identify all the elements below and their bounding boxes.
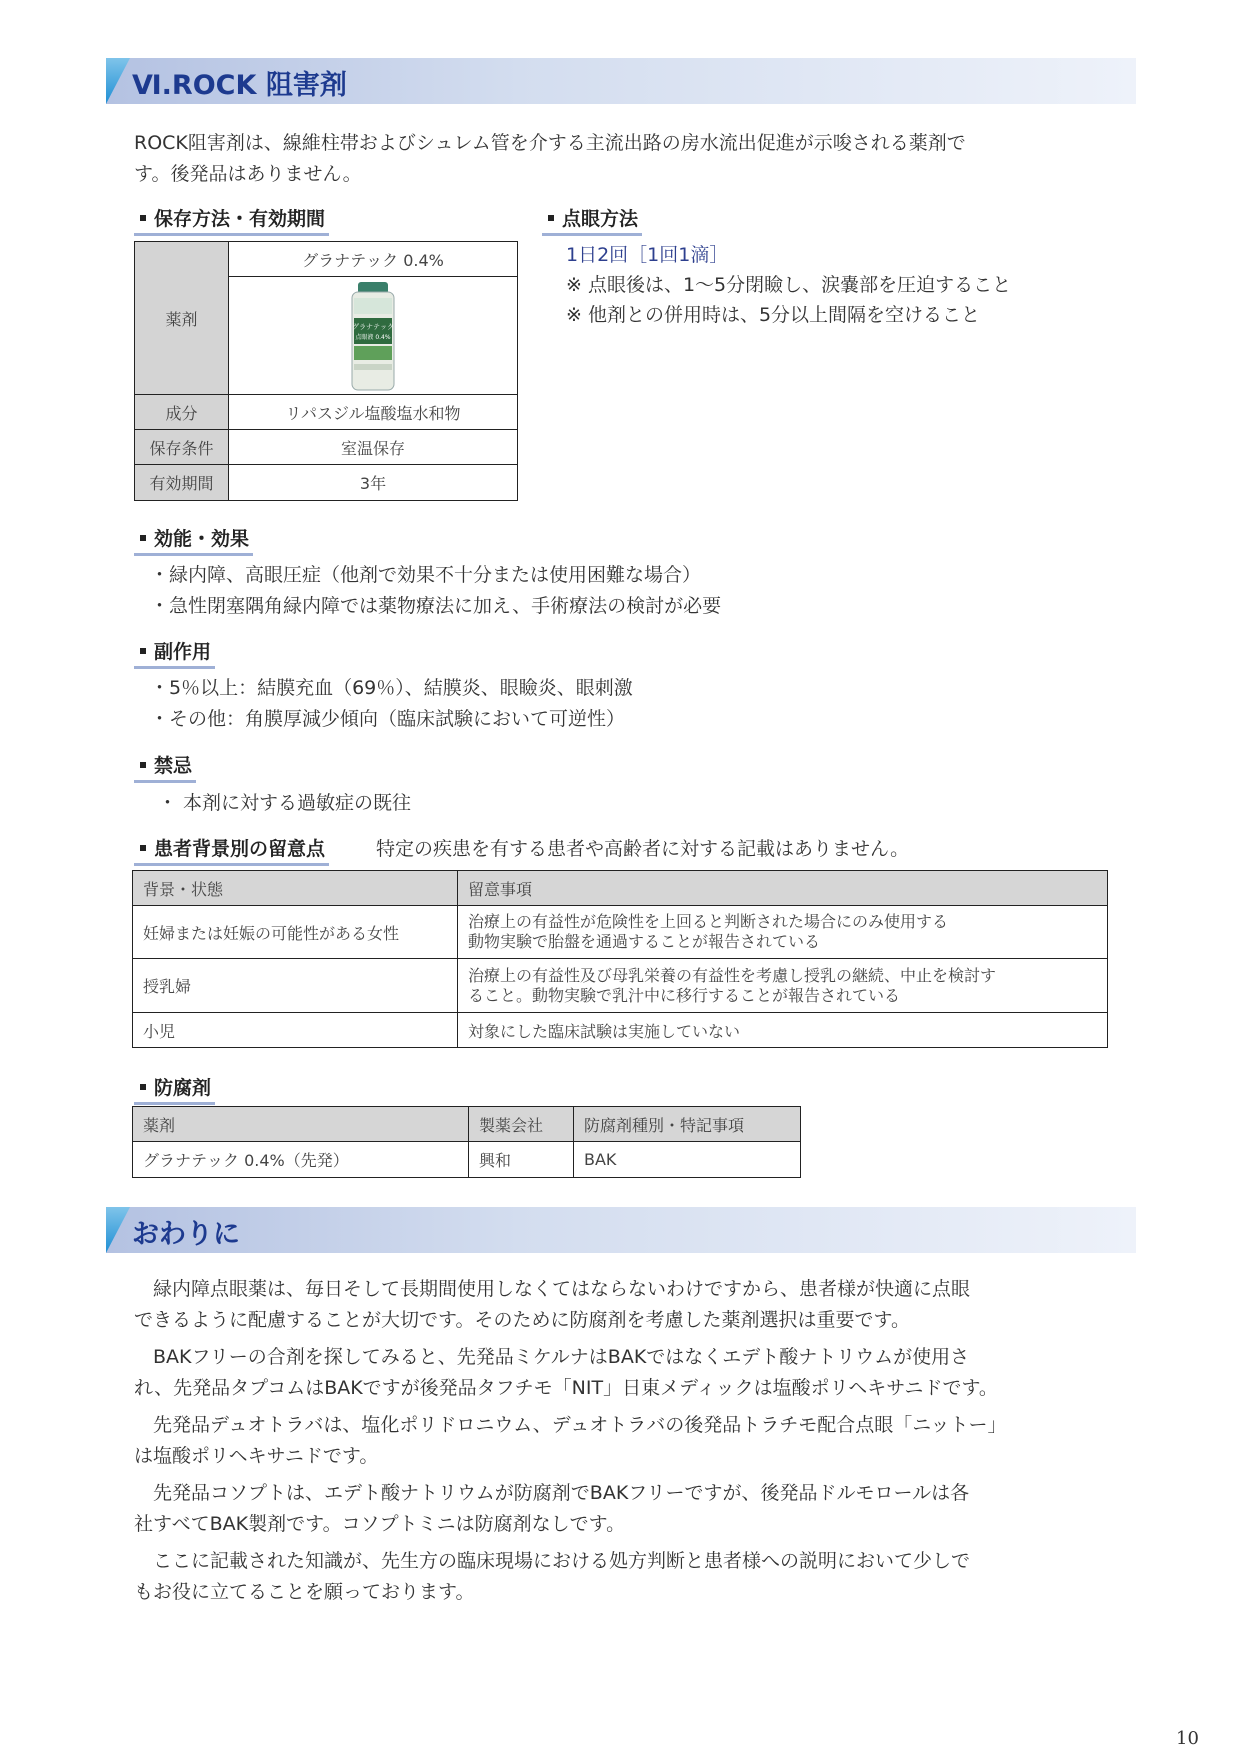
patient-heading: 患者背景別の留意点 (134, 834, 329, 866)
bullet-square-icon (140, 762, 146, 768)
svg-text:点眼液 0.4%: 点眼液 0.4% (355, 333, 391, 341)
conclusion-paragraph: 先発品デュオトラバは、塩化ポリドロニウム、デュオトラバの後発品トラチモ配合点眼「ニットー」 は塩酸ポリヘキサニドです。 (134, 1414, 1007, 1467)
table-row-background: 小児 (132, 1012, 458, 1048)
preservative-header-drug: 薬剤 (132, 1106, 469, 1142)
bullet-square-icon (140, 215, 146, 221)
product-image-cell (228, 276, 518, 395)
storage-heading: 保存方法・有効期間 (134, 204, 329, 236)
conclusion-paragraph: 緑内障点眼薬は、毎日そして長期間使用しなくてはならないわけですから、患者様が快適に点眼 できるように配慮することが大切です。そのために防腐剤を考慮した薬剤選択は重要です。 (134, 1278, 971, 1331)
bullet-square-icon (140, 1084, 146, 1090)
drug-label-cell: 薬剤 (134, 241, 229, 395)
patient-note: 特定の疾患を有する患者や高齢者に対する記載はありません。 (376, 838, 910, 860)
banner-accent-icon (106, 58, 130, 104)
preservative-drug: グラナテック 0.4%（先発） (132, 1141, 469, 1178)
table-row-background: 授乳婦 (132, 958, 458, 1013)
efficacy-item: ・急性閉塞隅角緑内障では薬物療法に加え、手術療法の検討が必要 (150, 595, 722, 617)
dosage-note-2: ※ 他剤との併用時は、5分以上間隔を空けること (566, 304, 981, 326)
table-header-background: 背景・状態 (132, 870, 458, 906)
dosage-note-1: ※ 点眼後は、1～5分閉瞼し、涙嚢部を圧迫すること (566, 274, 1012, 296)
table-header-notes: 留意事項 (457, 870, 1108, 906)
conclusion-paragraph: BAKフリーの合剤を探してみると、先発品ミケルナはBAKではなくエデト酸ナトリウムが使用さ れ、先発品タプコムはBAKですが後発品タフチモ「NIT」日東メディックは塩酸ポリヘキサニドです。 (134, 1346, 998, 1399)
page-number: 10 (1176, 1728, 1199, 1749)
bullet-square-icon (140, 845, 146, 851)
table-row-notes: 治療上の有益性及び母乳栄養の有益性を考慮し授乳の継続、中止を検討す ること。動物実験で乳汁中に移行することが報告されている (457, 958, 1108, 1013)
table-row-background: 妊婦または妊娠の可能性がある女性 (132, 905, 458, 959)
conclusion-paragraph: 先発品コソプトは、エデト酸ナトリウムが防腐剤でBAKフリーですが、後発品ドルモロールは各 社すべてBAK製剤です。コソプトミニは防腐剤なしです。 (134, 1482, 970, 1535)
expiry-cell: 3年 (228, 464, 518, 501)
efficacy-heading: 効能・効果 (134, 524, 253, 556)
expiry-label-cell: 有効期間 (134, 464, 229, 501)
dosage-heading: 点眼方法 (542, 204, 642, 236)
bullet-square-icon (548, 215, 554, 221)
side-effects-heading: 副作用 (134, 637, 215, 669)
eye-drop-bottle-image (338, 280, 408, 392)
bullet-square-icon (140, 648, 146, 654)
preservative-header-type: 防腐剤種別・特記事項 (573, 1106, 801, 1142)
section-title: Ⅵ.ROCK 阻害剤 (132, 70, 347, 101)
section-title: おわりに (132, 1219, 240, 1250)
table-row-notes: 治療上の有益性が危険性を上回ると判断された場合にのみ使用する 動物実験で胎盤を通過することが報告されている (457, 905, 1108, 959)
preservative-type: BAK (573, 1141, 801, 1178)
preservative-heading: 防腐剤 (134, 1073, 215, 1105)
side-effect-item: ・その他：角膜厚減少傾向（臨床試験において可逆性） (150, 708, 626, 730)
ingredient-label-cell: 成分 (134, 394, 229, 430)
condition-cell: 室温保存 (228, 429, 518, 465)
contraindication-heading: 禁忌 (134, 751, 196, 783)
conclusion-paragraph: ここに記載された知識が、先生方の臨床現場における処方判断と患者様への説明において少しで もお役に立てることを願っております。 (134, 1550, 971, 1603)
drug-name-cell: グラナテック 0.4% (228, 241, 518, 277)
efficacy-item: ・緑内障、高眼圧症（他剤で効果不十分または使用困難な場合） (150, 564, 702, 586)
preservative-company: 興和 (468, 1141, 574, 1178)
ingredient-cell: リパスジル塩酸塩水和物 (228, 394, 518, 430)
preservative-header-company: 製薬会社 (468, 1106, 574, 1142)
banner-accent-icon (106, 1207, 130, 1253)
table-row-notes: 対象にした臨床試験は実施していない (457, 1012, 1108, 1048)
side-effect-item: ・5％以上：結膜充血（69％）、結膜炎、眼瞼炎、眼刺激 (150, 677, 633, 699)
condition-label-cell: 保存条件 (134, 429, 229, 465)
contraindication-item: ・ 本剤に対する過敏症の既往 (158, 792, 412, 814)
dosage-main: 1日2回［1回1滴］ (566, 244, 729, 266)
section-banner-conclusion (106, 1207, 1136, 1253)
section-banner-rock (106, 58, 1136, 104)
svg-text:グラナテック: グラナテック (352, 322, 394, 331)
intro-text: ROCK阻害剤は、線維柱帯およびシュレム管を介する主流出路の房水流出促進が示唆される薬剤で す。後発品はありません。 (134, 132, 966, 185)
bullet-square-icon (140, 535, 146, 541)
